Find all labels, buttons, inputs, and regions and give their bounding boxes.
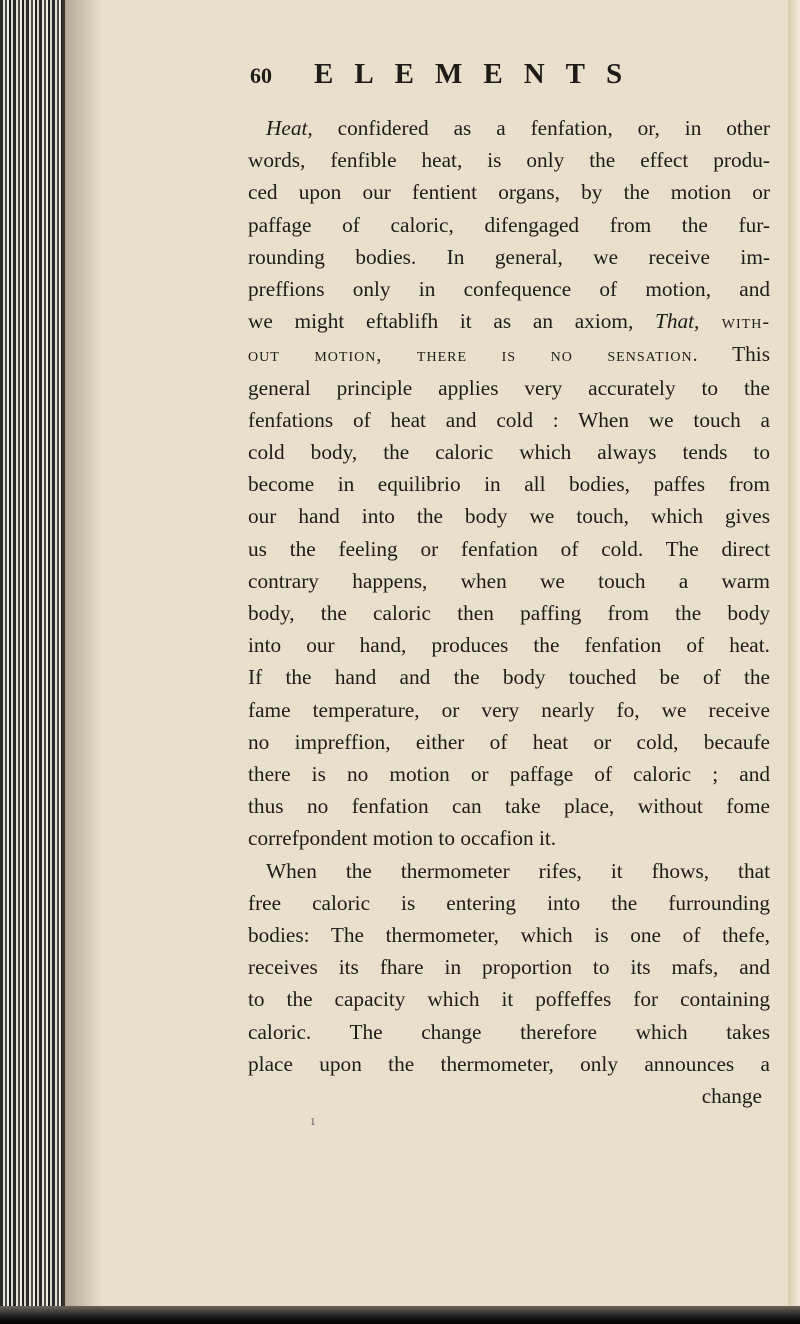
text-line: out motion, there is no sensation. This [248,342,770,367]
text-line: preffions only in confequence of motion, and [248,277,770,302]
page-header [248,58,770,108]
text-line: free caloric is entering into the furrounding [248,890,770,915]
text-line: body, the caloric then paffing from the body [248,601,770,626]
text-line: there is no motion or paffage of caloric ; and [248,762,770,787]
text-line: If the hand and the body touched be of the [248,665,770,690]
scan-bottom-edge [0,1306,800,1324]
text-line: fenfations of heat and cold : When we touch a [248,407,770,432]
page-edge [788,0,800,1324]
small-caps-text: with- [699,311,770,334]
text-line: paffage of caloric, difengaged from the fur- [248,212,770,237]
running-title: ELEMENTS [314,58,644,90]
text-line: fame temperature, or very nearly fo, we receive [248,697,770,722]
text-line: caloric. The change therefore which takes [248,1019,770,1044]
catchword: change [701,1084,762,1109]
text-line: receives its fhare in proportion to its mafs, and [248,955,770,980]
text-line: cold body, the caloric which always tends to [248,440,770,465]
small-caps-text: out motion, there is no sensation. [248,344,699,367]
italic-word: Heat, [266,116,313,140]
gutter-shadow [62,0,102,1324]
text-line: our hand into the body we touch, which gives [248,504,770,529]
text-line: place upon the thermometer, only announces a [248,1051,770,1076]
text-line: rounding bodies. In general, we receive im- [248,244,770,269]
text-line: we might eftablifh it as an axiom, That, with- [248,309,770,334]
text-line: us the feeling or fenfation of cold. The direct [248,536,770,561]
body-text [248,112,770,1112]
text-line: correfpondent motion to occafion it. [248,826,557,851]
text-line: into our hand, produces the fenfation of heat. [248,633,770,658]
text-line: general principle applies very accurately to the [248,375,770,400]
text-line: bodies: The thermometer, which is one of thefe, [248,923,770,948]
text-line: to the capacity which it poffeffes for containing [248,987,770,1012]
italic-word: That, [655,309,700,334]
text-line: Heat, confidered as a fenfation, or, in other [266,116,770,140]
text-line: contrary happens, when we touch a warm [248,568,770,593]
text-line: become in equilibrio in all bodies, paffes from [248,472,770,497]
signature-mark: 1 [310,1116,316,1128]
page-number: 60 [250,63,272,88]
text-line: thus no fenfation can take place, without fome [248,794,770,819]
text-line: words, fenfible heat, is only the effect produ- [248,148,770,173]
text-line: When the thermometer rifes, it fhows, that [266,858,770,883]
text-line: no impreffion, either of heat or cold, becaufe [248,729,770,754]
text-line: ced upon our fentient organs, by the motion or [248,180,770,205]
book-page [248,58,770,1112]
book-binding-gutter [0,0,65,1324]
